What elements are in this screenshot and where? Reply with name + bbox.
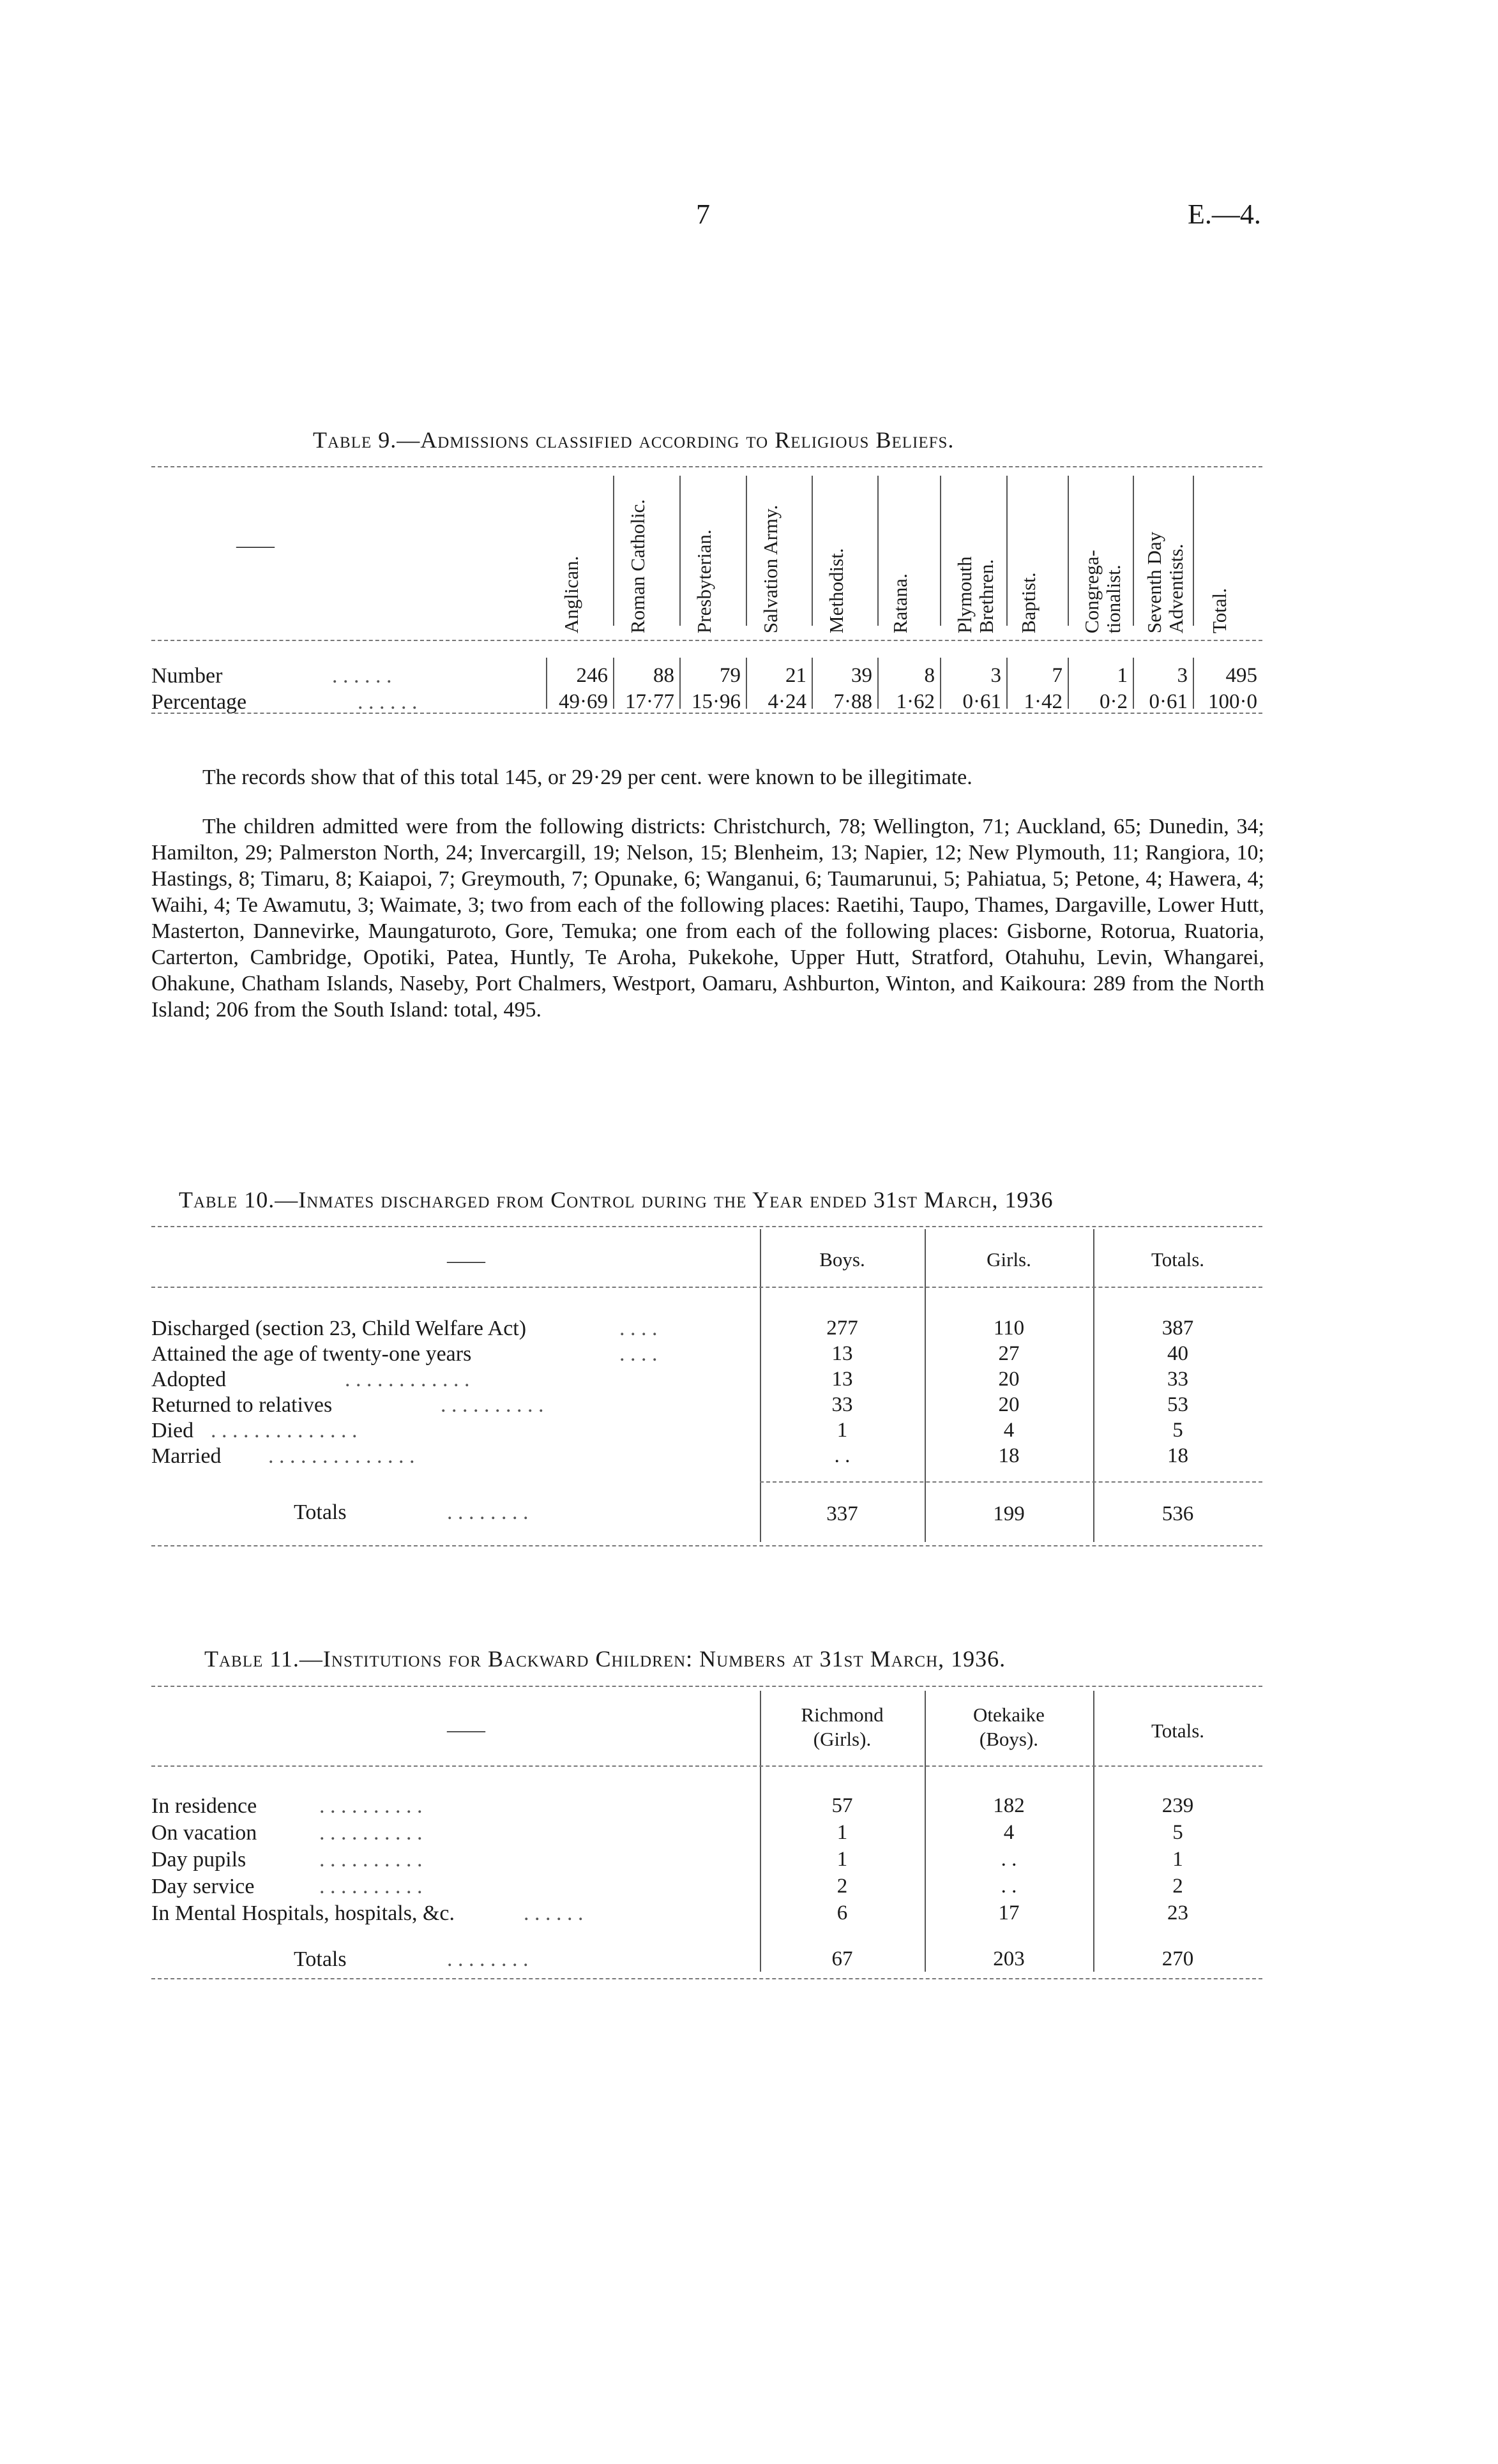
table9-row-label: Number — [151, 664, 223, 688]
table9-cell: 495 — [1225, 664, 1257, 687]
table9-col-divider — [746, 476, 747, 626]
table9-col-header: Plymouth Brethren. — [953, 556, 997, 633]
page-number: 7 — [696, 199, 710, 230]
table9-cell: 21 — [785, 664, 806, 687]
table11-row-leader: . . . . . . . . . . — [319, 1848, 423, 1871]
table10-cell: 5 — [1172, 1419, 1183, 1442]
table10-total-label: Totals — [294, 1500, 347, 1524]
table9-col-header: Methodist. — [824, 548, 847, 633]
table10-bottom-rule — [151, 1545, 1262, 1546]
table10-cell: 18 — [998, 1444, 1020, 1467]
table9-col-header: Presbyterian. — [693, 529, 715, 633]
table9-cell: 1·62 — [896, 690, 935, 713]
table10-cell: 33 — [831, 1393, 853, 1416]
table10-col-header: Girls. — [987, 1248, 1031, 1271]
table10-cell: 13 — [831, 1368, 853, 1391]
table10-cell: 1 — [836, 1419, 848, 1442]
table9-col-divider — [1006, 476, 1008, 626]
table10-cell: 277 — [826, 1317, 858, 1340]
table9-col-divider — [679, 476, 681, 626]
table9-col-divider — [613, 476, 614, 626]
table9-row-leader: . . . . . . — [358, 690, 418, 714]
table9-col-divider — [1193, 476, 1194, 626]
table10-cell: 18 — [1167, 1444, 1188, 1467]
table9-col-header: Anglican. — [559, 556, 582, 633]
table11-cell: 1 — [836, 1821, 848, 1844]
table11-col-header-line1: Totals. — [1151, 1720, 1205, 1742]
table10-total-rule — [760, 1481, 1262, 1483]
table9-cell: 100·0 — [1208, 690, 1257, 713]
table9-row-leader: . . . . . . — [332, 664, 392, 688]
table9-cell: 0·61 — [962, 690, 1001, 713]
table10-row-leader: . . . . . . . . . . . . . . — [211, 1419, 358, 1442]
table9-col-divider — [1133, 476, 1134, 626]
table9-col-header: Seventh Day Adventists. — [1143, 531, 1187, 633]
table10-total-cell: 337 — [826, 1502, 858, 1525]
table9-cell: 88 — [653, 664, 674, 687]
table11-col-header-line2: (Boys). — [979, 1728, 1039, 1750]
table11-cell: . . — [1001, 1848, 1017, 1871]
table11-row-leader: . . . . . . — [524, 1901, 584, 1925]
table11-cell: 4 — [1003, 1821, 1015, 1844]
table9-col-header: Total. — [1207, 587, 1230, 633]
table10-row-leader: . . . . . . . . . . . . — [345, 1368, 470, 1391]
table9-cell: 0·61 — [1149, 690, 1188, 713]
table11-col-header-line1: Otekaike — [973, 1704, 1045, 1726]
table9-cell: 17·77 — [625, 690, 674, 713]
table9-col-divider — [940, 476, 941, 626]
table11-total-cell: 67 — [831, 1947, 853, 1970]
table11-cell: 5 — [1172, 1821, 1183, 1844]
table11-cell: 57 — [831, 1794, 853, 1817]
table10-row-label: Died — [151, 1419, 194, 1442]
table9-stub-header: —— — [236, 535, 275, 556]
table11-col-header-line2: (Girls). — [813, 1728, 872, 1750]
table11-caption: Table 11.—Institutions for Backward Children: Numbers at 31st March, 1936. — [204, 1646, 1006, 1672]
table9-col-header: Ratana. — [889, 573, 911, 633]
table11-col-header-line1: Richmond — [801, 1704, 884, 1726]
table10-row-leader: . . . . . . . . . . . . . . — [268, 1444, 415, 1468]
paragraph-districts: The children admitted were from the following districts: Christchurch, 78; Wellington, 71; Auckland, 65; Dunedin, 34; Hamilton, 29; Palmerston North, 24; Invercargill, 19; Nelson, 15; Blenheim, 13; Napier, 12; New Plymouth, 11; Rangiora, 10; Hastings, 8; Timaru, 8; Kaiapoi, 7; Greymouth, 7; Opunake, 6; Wanganui, 6; Taumarunui, 5; Pahiatua, 5; Petone, 4; Hawera, 4; Waihi, 4; Te Awamutu, 3; Waimate, 3; two from each of the following places: Raetihi, Taupo, Thames, Dargaville, Lower Hutt, Masterton, Dannevirke, Maungaturoto, Gore, Temuka; one from each of the following places: Gisborne, Rotorua, Ruatoria, Carterton, Cambridge, Opotiki, Patea, Huntly, Te Aroha, Pukekohe, Upper Hutt, Stratford, Otahuhu, Levin, Whangarei, Ohakune, Chatham Islands, Naseby, Port Chalmers, Westport, Oamaru, Ashburton, Winton, and Kaikoura: 289 from the North Island; 206 from the South Island: total, 495. — [151, 815, 1264, 1022]
table11-stub-header: —— — [447, 1720, 485, 1741]
table9-top-rule — [151, 466, 1262, 467]
paragraph-illegitimate: The records show that of this total 145, or 29·29 per cent. were known to be illegitimate. — [202, 766, 972, 789]
table10-col-header: Totals. — [1151, 1248, 1205, 1271]
table10-total-cell: 199 — [993, 1502, 1025, 1525]
table11-total-label: Totals — [294, 1947, 347, 1971]
table11-row-label: Day pupils — [151, 1848, 246, 1871]
table10-row-label: Attained the age of twenty-one years — [151, 1342, 472, 1366]
table9-cell: 7·88 — [833, 690, 872, 713]
table11-cell: 2 — [1172, 1875, 1183, 1898]
table10-caption: Table 10.—Inmates discharged from Control during the Year ended 31st March, 1936 — [179, 1187, 1054, 1213]
table9-caption: Table 9.—Admissions classified according to Religious Beliefs. — [313, 427, 955, 453]
table9-row-label: Percentage — [151, 690, 247, 714]
table9-col-divider — [1068, 476, 1069, 626]
table10-row-label: Discharged (section 23, Child Welfare Act) — [151, 1317, 527, 1340]
table11-row-leader: . . . . . . . . . . — [319, 1875, 423, 1898]
table11-cell: . . — [1001, 1875, 1017, 1898]
table9-col-header: Congrega-tionalist. — [1080, 550, 1124, 633]
table9-cell: 7 — [1052, 664, 1063, 687]
table10-cell: 4 — [1003, 1419, 1015, 1442]
table10-cell: 53 — [1167, 1393, 1188, 1416]
table11-cell: 1 — [1172, 1848, 1183, 1871]
table9-cell: 0·2 — [1100, 690, 1128, 713]
table9-header-rule — [151, 640, 1262, 641]
table10-cell: 33 — [1167, 1368, 1188, 1391]
table10-cell: 387 — [1161, 1317, 1194, 1340]
table11-cell: 6 — [836, 1901, 848, 1924]
table10-cell: 20 — [998, 1393, 1020, 1416]
table10-cell: . . — [834, 1444, 851, 1467]
table10-row-label: Adopted — [151, 1368, 227, 1391]
table11-cell: 239 — [1161, 1794, 1194, 1817]
table9-cell: 79 — [720, 664, 741, 687]
table10-cell: 27 — [998, 1342, 1020, 1365]
table10-total-leader: . . . . . . . . — [447, 1500, 529, 1524]
table11-row-label: Day service — [151, 1875, 255, 1898]
table11-cell: 17 — [998, 1901, 1020, 1924]
table11-cell: 2 — [836, 1875, 848, 1898]
table10-row-leader: . . . . — [619, 1317, 658, 1340]
table11-row-leader: . . . . . . . . . . — [319, 1821, 423, 1845]
table11-row-label: On vacation — [151, 1821, 257, 1845]
table10-row-label: Returned to relatives — [151, 1393, 333, 1417]
table9-cell: 3 — [1177, 664, 1188, 687]
table10-row-leader: . . . . — [619, 1342, 658, 1366]
table9-col-header: Roman Catholic. — [626, 499, 649, 633]
table10-cell: 13 — [831, 1342, 853, 1365]
table9-col-header: Salvation Army. — [759, 504, 782, 633]
table9-cell: 8 — [924, 664, 935, 687]
table10-col-header: Boys. — [819, 1248, 865, 1271]
table9-cell: 1 — [1117, 664, 1128, 687]
table11-cell: 1 — [836, 1848, 848, 1871]
table9-bottom-rule — [151, 713, 1262, 714]
table11-bottom-rule — [151, 1978, 1262, 1979]
table10-cell: 110 — [993, 1317, 1025, 1340]
table10-total-cell: 536 — [1161, 1502, 1194, 1525]
table11-row-label: In Mental Hospitals, hospitals, &c. — [151, 1901, 455, 1925]
table9-col-header: Baptist. — [1017, 572, 1040, 633]
table9-cell: 15·96 — [692, 690, 741, 713]
table11-total-cell: 203 — [993, 1947, 1025, 1970]
table9-cell: 246 — [576, 664, 608, 687]
table11-total-cell: 270 — [1161, 1947, 1194, 1970]
table11-cell: 182 — [993, 1794, 1025, 1817]
table10-top-rule — [151, 1226, 1262, 1227]
table9-cell: 4·24 — [768, 690, 806, 713]
table11-header-rule — [151, 1765, 1262, 1767]
table11-row-leader: . . . . . . . . . . — [319, 1794, 423, 1818]
table9-cell: 39 — [851, 664, 872, 687]
table10-row-label: Married — [151, 1444, 222, 1468]
document-reference: E.—4. — [1188, 199, 1261, 230]
table10-row-leader: . . . . . . . . . . — [441, 1393, 544, 1417]
table11-cell: 23 — [1167, 1901, 1188, 1924]
table9-col-divider — [877, 476, 879, 626]
table9-cell: 3 — [990, 664, 1001, 687]
table11-row-label: In residence — [151, 1794, 257, 1818]
table10-stub-header: —— — [447, 1250, 485, 1271]
table9-cell: 49·69 — [559, 690, 608, 713]
table11-top-rule — [151, 1686, 1262, 1687]
table11-total-leader: . . . . . . . . — [447, 1947, 529, 1971]
table9-col-divider — [812, 476, 813, 626]
table10-cell: 20 — [998, 1368, 1020, 1391]
table10-cell: 40 — [1167, 1342, 1188, 1365]
table10-header-rule — [151, 1287, 1262, 1288]
table9-cell: 1·42 — [1024, 690, 1063, 713]
